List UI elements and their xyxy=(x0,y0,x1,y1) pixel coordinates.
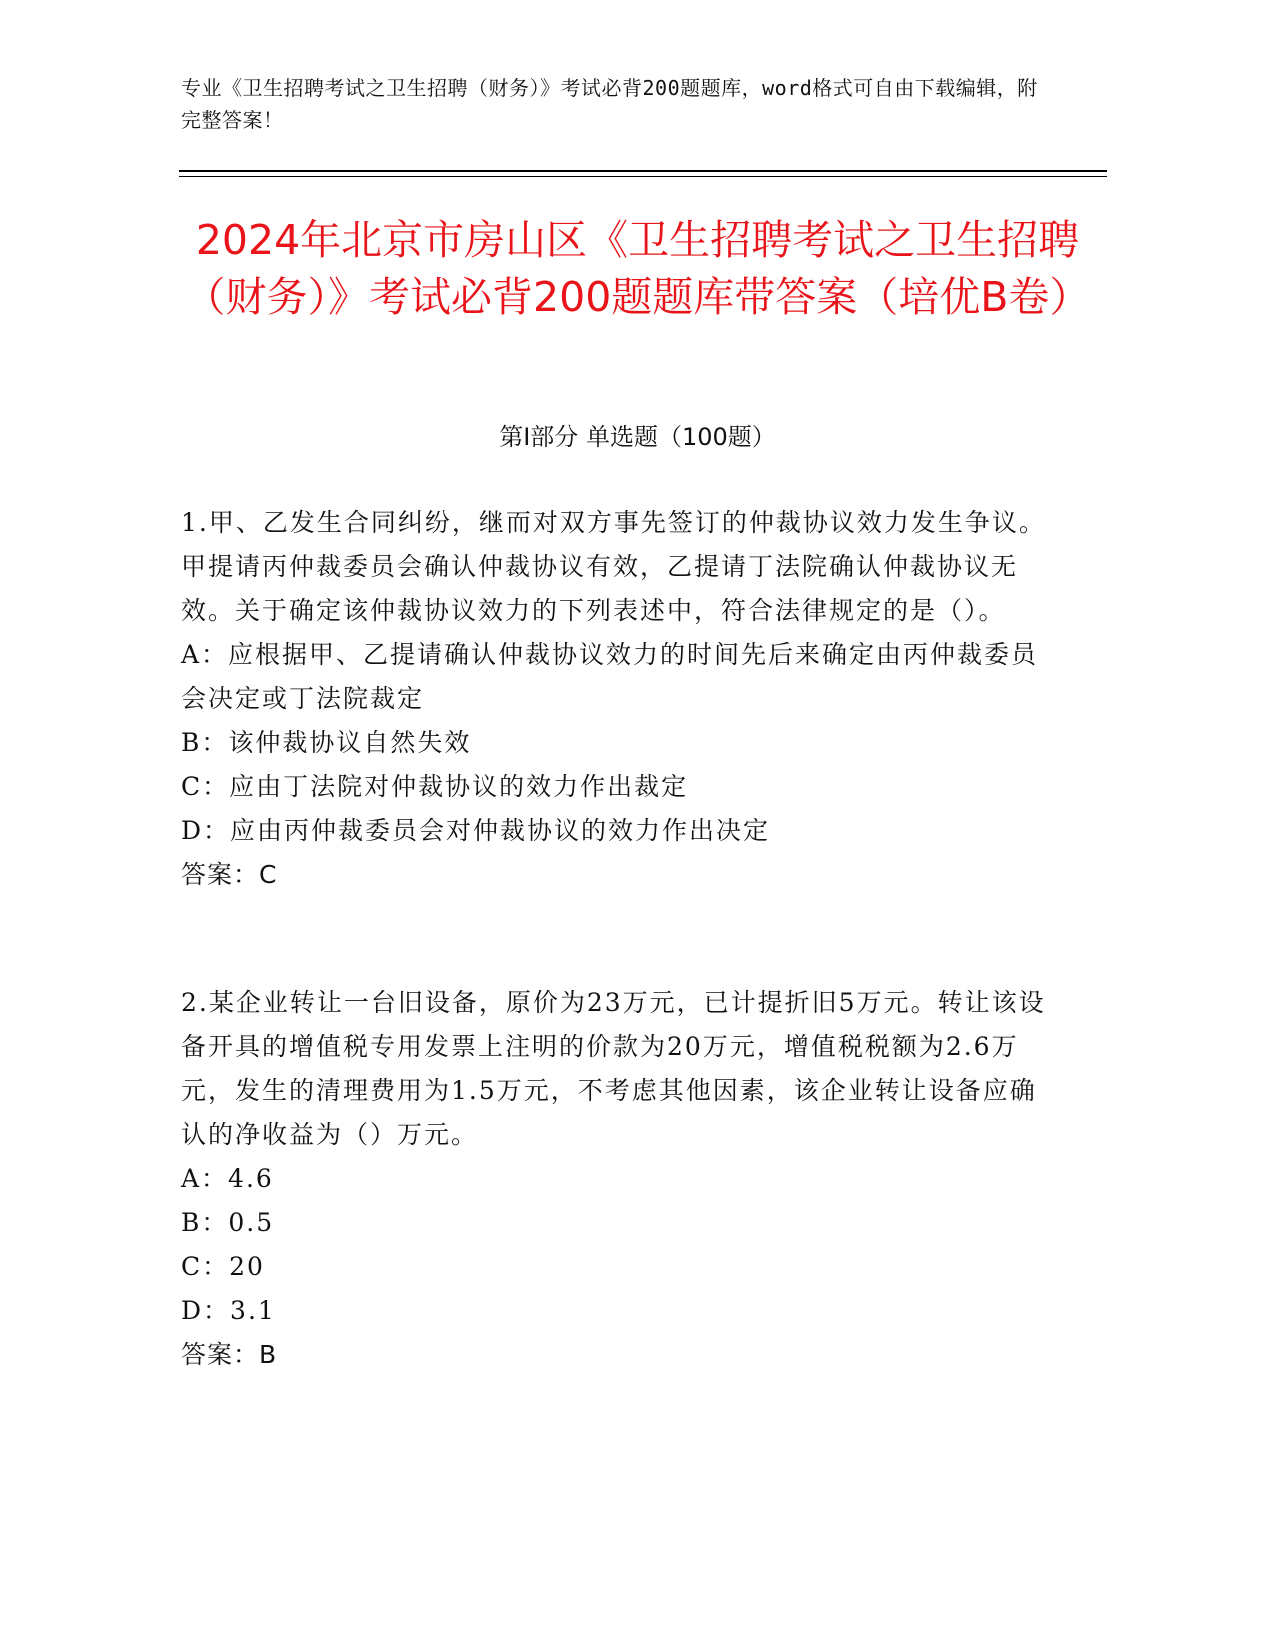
header-divider-thick xyxy=(179,170,1107,172)
option-b: B：0.5 xyxy=(181,1208,275,1237)
option-d: D：3.1 xyxy=(181,1296,276,1325)
question-block xyxy=(181,501,1051,897)
answer-line: 答案：B xyxy=(181,1340,278,1369)
header-note: 专业《卫生招聘考试之卫生招聘（财务）》考试必背200题题库，word格式可自由下载编辑，附完整答案！ xyxy=(181,76,1038,132)
question-stem: 1.甲、乙发生合同纠纷，继而对双方事先签订的仲裁协议效力发生争议。甲提请丙仲裁委员会确认仲裁协议有效，乙提请丁法院确认仲裁协议无效。关于确定该仲裁协议效力的下列表述中，符合法律规定的是（）。 xyxy=(181,508,1046,625)
answer-line: 答案：C xyxy=(181,860,278,889)
option-a: A：4.6 xyxy=(181,1164,274,1193)
option-d: D：应由丙仲裁委员会对仲裁协议的效力作出决定 xyxy=(181,816,771,845)
question-block xyxy=(181,981,1051,1377)
option-a: A：应根据甲、乙提请确认仲裁协议效力的时间先后来确定由丙仲裁委员会决定或丁法院裁定 xyxy=(181,640,1039,713)
header-divider-thin xyxy=(179,176,1107,177)
document-title: 2024年北京市房山区《卫生招聘考试之卫生招聘（财务）》考试必背200题题库带答案（培优B卷） xyxy=(184,216,1091,321)
option-c: C：应由丁法院对仲裁协议的效力作出裁定 xyxy=(181,772,689,801)
question-stem: 2.某企业转让一台旧设备，原价为23万元，已计提折旧5万元。转让该设备开具的增值税专用发票上注明的价款为20万元，增值税税额为2.6万元，发生的清理费用为1.5万元，不考虑其他因素，该企业转让设备应确认的净收益为（）万元。 xyxy=(181,988,1046,1149)
section-heading: 第Ⅰ部分 单选题（100题） xyxy=(499,423,776,451)
option-c: C：20 xyxy=(181,1252,265,1281)
option-b: B：该仲裁协议自然失效 xyxy=(181,728,472,757)
